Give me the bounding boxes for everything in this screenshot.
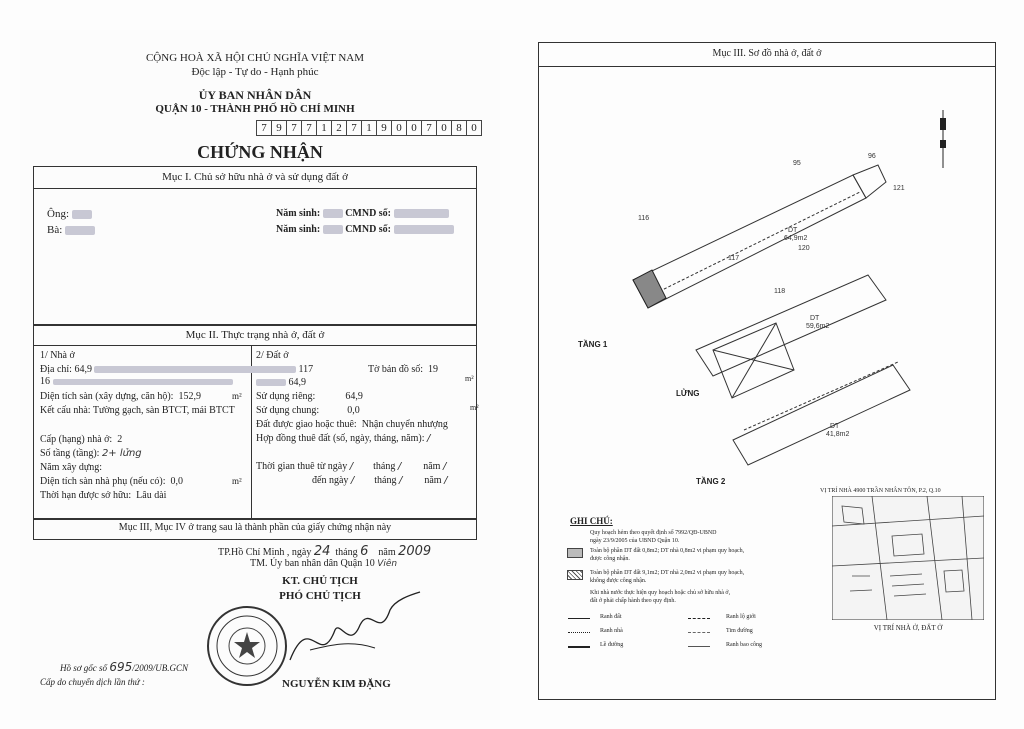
house-heading: 1/ Nhà ở xyxy=(40,350,75,361)
dt-value: 64,9m2 xyxy=(784,235,808,242)
land-unit: m² xyxy=(470,403,479,412)
serial-digit: 7 xyxy=(422,121,437,135)
parcel-number: 117 xyxy=(256,364,313,375)
notes-line: Toàn bộ phần DT đất 9,1m2; DT nhà 2,0m2 vi phạm quy hoạch, xyxy=(590,570,745,576)
dt-value: 59,6m2 xyxy=(806,323,830,330)
signature xyxy=(280,590,430,680)
sign-title-1: KT. CHỦ TỊCH xyxy=(282,575,358,587)
notes-line: Quy hoạch hẻm theo quyết định số 7992/QĐ-UBND xyxy=(590,530,717,536)
parcel-label: 116 xyxy=(638,215,650,222)
parcel-label: 117 xyxy=(728,255,740,262)
redacted-name xyxy=(65,226,95,235)
serial-digit: 0 xyxy=(392,121,407,135)
serial-digit: 1 xyxy=(362,121,377,135)
legend-swatch-hatched xyxy=(567,570,583,580)
serial-number-box xyxy=(256,120,482,136)
serial-digit: 0 xyxy=(471,122,477,134)
house-address: Địa chỉ: 64,9 xyxy=(40,364,264,375)
legend-line xyxy=(688,646,710,647)
serial-digit: 8 xyxy=(452,121,467,135)
owner2-birth-id: Năm sinh: CMND số: xyxy=(276,224,454,235)
floor-area: Diện tích sàn (xây dựng, căn hộ): 152,9 xyxy=(40,391,201,402)
serial-digit: 0 xyxy=(407,121,422,135)
country-name: CỘNG HOÀ XÃ HỘI CHỦ NGHĨA VIỆT NAM xyxy=(145,52,365,64)
issue-date: TP.Hồ Chí Minh , ngày 24 tháng 6 năm 2009 xyxy=(218,544,432,559)
notes-line: đất ở phải chấp hành theo quy định. xyxy=(590,598,676,604)
mezzanine-label: LỬNG xyxy=(676,389,700,398)
house-address-line2: 16 xyxy=(40,376,233,387)
signer-name: NGUYỄN KIM ĐẶNG xyxy=(282,678,391,690)
floor1-label: TẦNG 1 xyxy=(578,340,608,349)
redacted-name xyxy=(72,210,92,219)
serial-digit: 7 xyxy=(287,121,302,135)
extra-area: Diện tích sàn nhà phụ (nếu có): 0,0 xyxy=(40,476,184,487)
section-1-heading: Mục I. Chủ sở hữu nhà ở và sử dụng đất ở xyxy=(162,171,348,183)
certificate-title: CHỨNG NHẬN xyxy=(197,142,323,162)
dt-label: DT xyxy=(788,227,798,234)
location-map-caption: VỊ TRÍ NHÀ Ở, ĐẤT Ở xyxy=(873,624,943,632)
notes-line: không được công nhận. xyxy=(590,578,647,584)
house-floors: Số tầng (tầng): 2+ lửng xyxy=(40,448,142,459)
legend-swatch-dotted xyxy=(567,548,583,558)
legend-line xyxy=(568,618,590,619)
build-year: Năm xây dựng: xyxy=(40,462,103,473)
house-structure: Kết cấu nhà: Tường gạch, sàn BTCT, mái BTCT xyxy=(40,405,235,416)
owner1-label: Ông: xyxy=(47,208,92,220)
floor2-label: TẦNG 2 xyxy=(696,477,726,486)
serial-digit: 7 xyxy=(347,121,362,135)
location-map-header: VỊ TRÍ NHÀ 4900 TRẦN NHÂN TÔN, P.2, Q.10 xyxy=(820,488,941,494)
ownership-term: Thời hạn được sở hữu: Lâu dài xyxy=(40,490,167,501)
dt-label: DT xyxy=(830,423,840,430)
lease-to: đến ngày / tháng / năm / xyxy=(312,475,448,486)
legend-line xyxy=(568,646,590,648)
parcel-label: 118 xyxy=(774,288,786,295)
legend-label: Ranh nhà xyxy=(600,628,623,634)
owner1-birth-id: Năm sinh: CMND số: xyxy=(276,208,449,219)
lease-from: Thời gian thuê từ ngày / tháng / năm / xyxy=(256,461,447,472)
floor-plan-drawing xyxy=(548,140,988,500)
notes-line: được công nhận. xyxy=(590,556,630,562)
legend-label: Ranh đất xyxy=(600,614,622,620)
parcel-label: 96 xyxy=(868,153,876,160)
serial-digit: 2 xyxy=(332,121,347,135)
legend-label: Ranh lộ giới xyxy=(726,614,756,620)
issuer: TM. Ủy ban nhân dân Quận 10 Viên xyxy=(250,558,398,569)
transfer-note: Cấp do chuyển dịch lần thứ : xyxy=(40,677,145,687)
map-sheet-number: Tờ bản đồ số: 19 xyxy=(368,364,439,375)
parcel-label: 121 xyxy=(893,185,905,192)
section-3-heading: Mục III. Sơ đồ nhà ở, đất ở xyxy=(712,48,822,59)
official-seal xyxy=(205,604,290,689)
notes-heading: GHI CHÚ: xyxy=(570,516,613,526)
authority-name: ỦY BAN NHÂN DÂN xyxy=(198,88,312,102)
owner2-label: Bà: xyxy=(47,224,95,236)
parcel-label: 120 xyxy=(798,245,810,252)
legend-label: Tim đường xyxy=(726,628,753,634)
serial-digit: 0 xyxy=(437,121,452,135)
legend-line xyxy=(688,632,710,633)
notes-line: Khi nhà nước thực hiện quy hoạch hoặc chủ sở hữu nhà ở, xyxy=(590,590,731,596)
parcel-label: 95 xyxy=(793,160,801,167)
lease-contract: Hợp đồng thuê đất (số, ngày, tháng, năm): / xyxy=(256,433,431,444)
section-1-box xyxy=(33,166,477,326)
land-origin: Đất được giao hoặc thuê: Nhận chuyển nhượng xyxy=(256,419,448,430)
footer-note: Mục III, Mục IV ở trang sau là thành phần của giấy chứng nhận này xyxy=(118,522,392,533)
land-unit: m² xyxy=(465,374,474,383)
notes-line: ngày 23/9/2005 của UBND Quận 10. xyxy=(590,538,680,544)
legend-label: Ranh bao công xyxy=(726,642,762,648)
serial-digit: 9 xyxy=(377,121,392,135)
extra-area-unit: m² xyxy=(232,476,242,486)
section-2-heading: Mục II. Thực trạng nhà ở, đất ở xyxy=(185,329,325,341)
common-use: Sử dụng chung: 0,0 xyxy=(256,405,360,416)
location-map xyxy=(832,496,984,620)
legend-line xyxy=(568,632,590,633)
land-area-total: 64,9 xyxy=(256,377,306,388)
dt-value: 41,8m2 xyxy=(826,431,850,438)
serial-digit: 7 xyxy=(302,121,317,135)
legend-line xyxy=(688,618,710,619)
private-use: Sử dụng riêng: 64,9 xyxy=(256,391,363,402)
national-motto: Độc lập - Tự do - Hạnh phúc xyxy=(191,66,319,78)
record-number: Hồ sơ gốc số 695/2009/UB.GCN xyxy=(60,660,188,674)
serial-digit: 1 xyxy=(317,121,332,135)
house-grade: Cấp (hạng) nhà ở: 2 xyxy=(40,434,123,445)
serial-digit: 9 xyxy=(272,121,287,135)
district-name: QUẬN 10 - THÀNH PHỐ HỒ CHÍ MINH xyxy=(155,103,355,115)
notes-line: Toàn bộ phần DT đất 0,8m2; DT nhà 0,8m2 vi phạm quy hoạch, xyxy=(590,548,745,554)
legend-label: Lề đường xyxy=(600,642,624,648)
floor-area-unit: m² xyxy=(232,391,242,401)
serial-digit: 7 xyxy=(257,121,272,135)
sign-title-2: PHÓ CHỦ TỊCH xyxy=(279,590,361,602)
land-heading: 2/ Đất ở xyxy=(256,350,289,361)
dt-label: DT xyxy=(810,315,820,322)
